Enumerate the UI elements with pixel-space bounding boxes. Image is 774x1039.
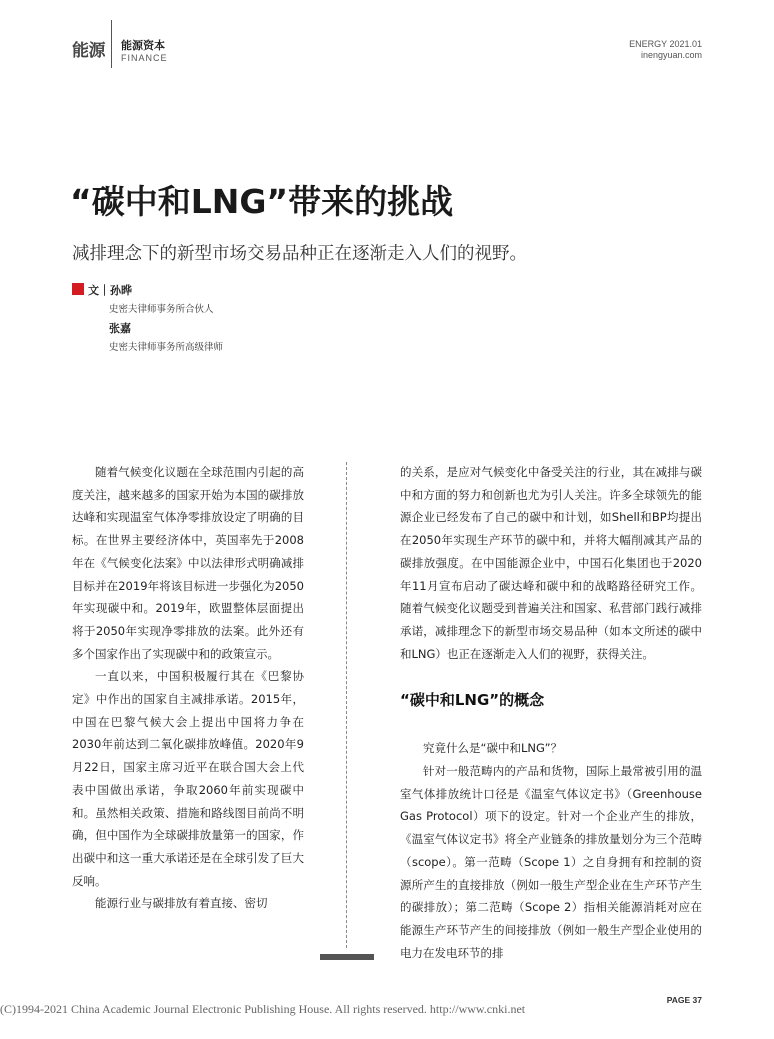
author1-role: 史密夫律师事务所合伙人 [109, 304, 214, 315]
author1: 文｜孙晔 [88, 284, 132, 297]
left-column [72, 461, 304, 915]
issue-info [629, 39, 702, 61]
article-title: “碳中和LNG”带来的挑战 [70, 182, 454, 221]
paragraph: 能源行业与碳排放有着直接、密切 [95, 896, 268, 911]
section-heading: “碳中和LNG”的概念 [400, 691, 545, 710]
divider-bar [320, 954, 374, 960]
magazine-logo: 能源 [72, 41, 105, 61]
byline [72, 281, 223, 357]
paragraph: 随着气候变化议题在全球范围内引起的高度关注，越来越多的国家开始为本国的碳排放达峰和实现温室气体净零排放设定了明确的目标。在世界主要经济体中，英国率先于2008年在《气候变化法案》中以法律形式明确减排目标并在2019年将该目标进一步强化为2050年实现碳中和。2019年，欧盟整体层面提出将于2050年实现净零排放的法案。此外还有多个国家作出了实现碳中和的政策宣示。 [72, 465, 304, 661]
page-number: PAGE 37 [666, 995, 702, 1005]
header-divider [111, 20, 112, 68]
paragraph: 针对一般范畴内的产品和货物，国际上最常被引用的温室气体排放统计口径是《温室气体议定书》（Greenhouse Gas Protocol）项下的设定。针对一个企业产生的排放，《温室气体议定书》将全产业链条的排放量划分为三个范畴（scope）。第一范畴（Scope 1）之自身拥有和控制的资源所产生的直接排放（例如一般生产型企业在生产环节产生的碳排放）；第二范畴（Scope 2）指相关能源消耗对应在能源生产环节产生的间接排放（例如一般生产型企业使用的电力在发电环节的排 [400, 764, 702, 960]
paragraph: 究竟什么是“碳中和LNG”？ [423, 741, 563, 756]
section-title: 能源资本 [121, 39, 165, 52]
red-square-icon [72, 283, 84, 295]
right-column [400, 461, 702, 964]
paragraph: 的关系，是应对气候变化中备受关注的行业，其在减排与碳中和方面的努力和创新也尤为引人关注。许多全球领先的能源企业已经发布了自己的碳中和计划，如Shell和BP均提出在2050年实现生产环节的碳中和，并将大幅削减其产品的碳排放强度。在中国能源企业中，中国石化集团也于2020年11月宣布启动了碳达峰和碳中和的战略路径研究工作。随着气候变化议题受到普遍关注和国家、私营部门践行减排承诺，减排理念下的新型市场交易品种（如本文所述的碳中和LNG）也正在逐渐走入人们的视野，获得关注。 [400, 465, 702, 661]
website-line: inengyuan.com [640, 50, 702, 60]
copyright-footer: (C)1994-2021 China Academic Journal Electronic Publishing House. All rights reserved. http://www.cnki.net [0, 1002, 526, 1016]
issue-line: ENERGY 2021.01 [629, 39, 702, 49]
column-divider [346, 462, 347, 948]
article-subtitle: 减排理念下的新型市场交易品种正在逐渐走入人们的视野。 [72, 244, 527, 264]
author2-role: 史密夫律师事务所高级律师 [109, 342, 224, 353]
author2: 张嘉 [109, 322, 131, 335]
section-subtitle: FINANCE [121, 53, 168, 63]
paragraph: 一直以来，中国积极履行其在《巴黎协定》中作出的国家自主减排承诺。2015年，中国在巴黎气候大会上提出中国将力争在2030年前达到二氧化碳排放峰值。2020年9月22日，国家主席习近平在联合国大会上代表中国做出承诺，争取2060年前实现碳中和。虽然相关政策、措施和路线图目前尚不明确，但中国作为全球碳排放量第一的国家，作出碳中和这一重大承诺还是在全球引发了巨大反响。 [72, 669, 304, 888]
